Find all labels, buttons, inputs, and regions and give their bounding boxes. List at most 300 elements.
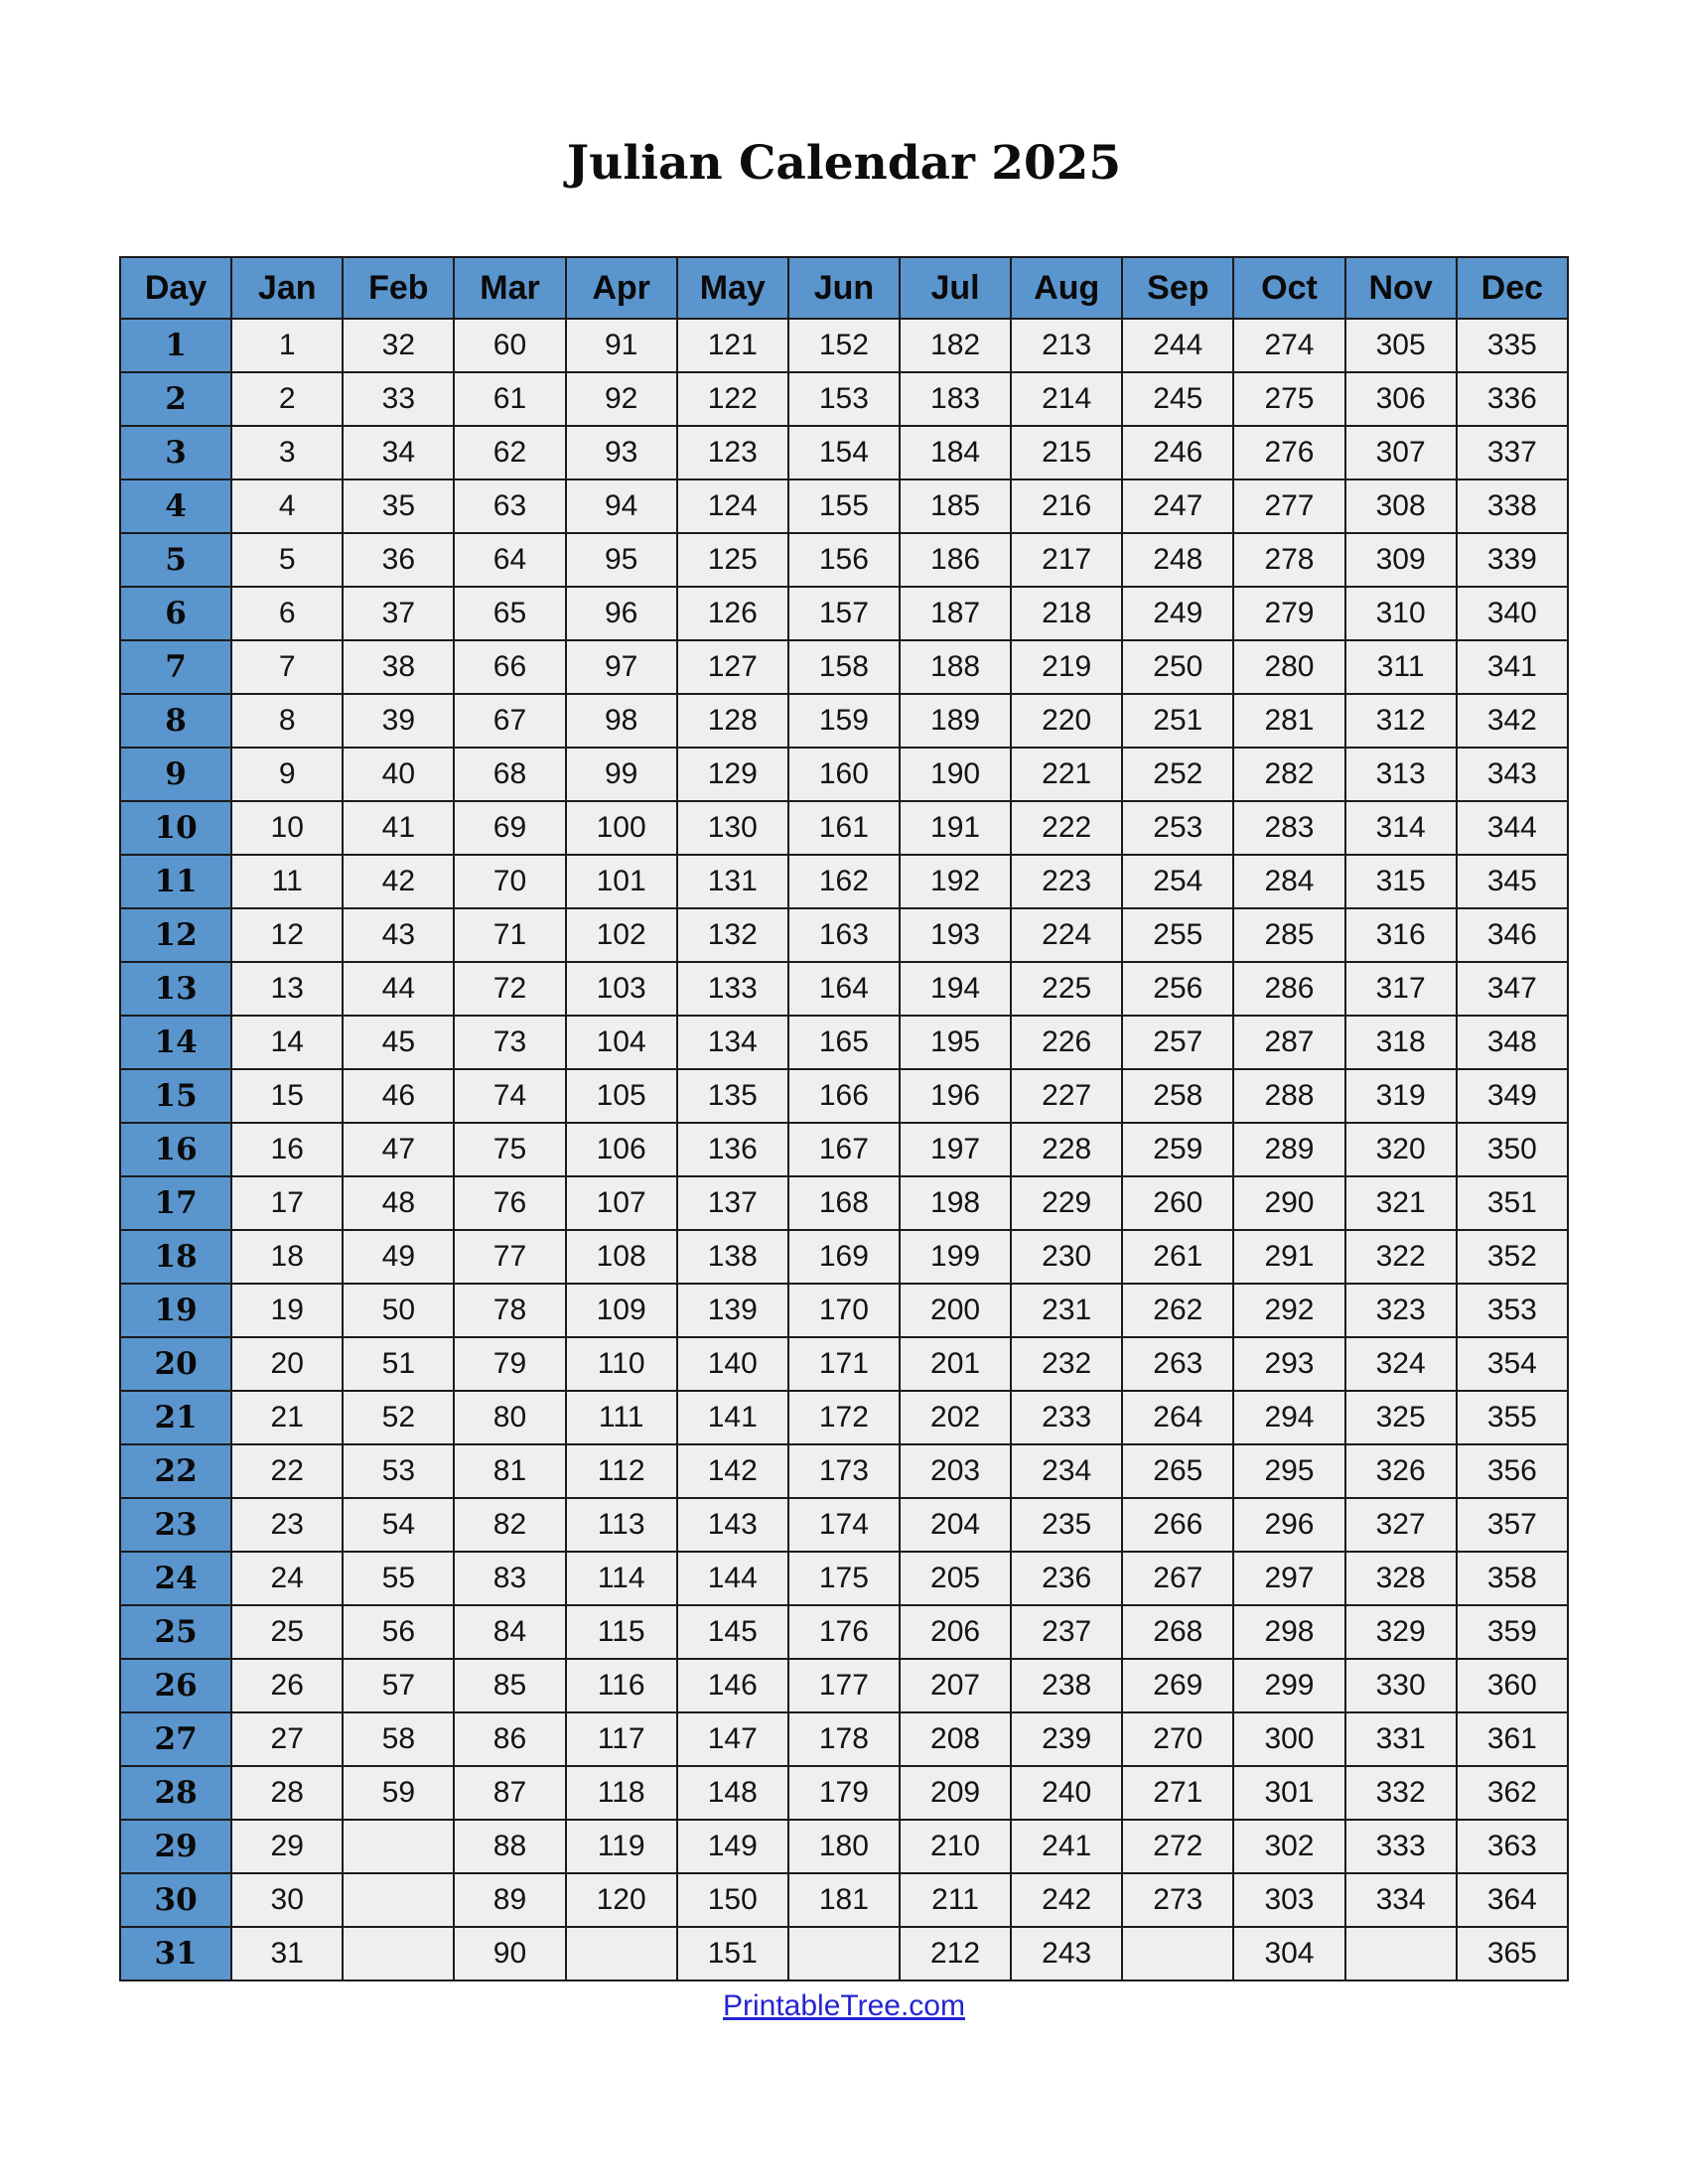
julian-day-cell	[343, 1873, 454, 1927]
column-header-aug: Aug	[1011, 257, 1122, 319]
julian-day-cell: 238	[1011, 1659, 1122, 1712]
julian-calendar-table	[119, 256, 1569, 1981]
julian-day-cell: 7	[231, 640, 343, 694]
julian-day-cell: 21	[231, 1391, 343, 1444]
julian-day-cell: 57	[343, 1659, 454, 1712]
julian-day-cell: 190	[900, 748, 1011, 801]
julian-day-cell: 182	[900, 319, 1011, 372]
day-cell: 5	[120, 533, 231, 587]
header-row	[120, 257, 1568, 319]
day-cell: 31	[120, 1927, 231, 1980]
table-row	[120, 748, 1568, 801]
julian-day-cell: 131	[677, 855, 788, 908]
julian-day-cell: 185	[900, 479, 1011, 533]
julian-day-cell: 181	[788, 1873, 900, 1927]
table-row	[120, 372, 1568, 426]
day-cell: 18	[120, 1230, 231, 1284]
julian-day-cell: 201	[900, 1337, 1011, 1391]
julian-day-cell: 70	[454, 855, 565, 908]
julian-day-cell: 15	[231, 1069, 343, 1123]
julian-day-cell: 88	[454, 1820, 565, 1873]
julian-day-cell: 361	[1457, 1712, 1568, 1766]
julian-day-cell: 358	[1457, 1552, 1568, 1605]
day-cell: 20	[120, 1337, 231, 1391]
julian-day-cell: 60	[454, 319, 565, 372]
julian-day-cell: 297	[1233, 1552, 1344, 1605]
day-cell: 29	[120, 1820, 231, 1873]
julian-day-cell: 305	[1345, 319, 1457, 372]
julian-day-cell: 122	[677, 372, 788, 426]
julian-day-cell: 22	[231, 1444, 343, 1498]
day-cell: 27	[120, 1712, 231, 1766]
julian-day-cell: 333	[1345, 1820, 1457, 1873]
julian-day-cell: 50	[343, 1284, 454, 1337]
table-row	[120, 1123, 1568, 1176]
julian-day-cell: 282	[1233, 748, 1344, 801]
table-row	[120, 962, 1568, 1016]
column-header-jul: Jul	[900, 257, 1011, 319]
julian-day-cell: 151	[677, 1927, 788, 1980]
julian-day-cell: 102	[566, 908, 677, 962]
julian-day-cell: 8	[231, 694, 343, 748]
julian-day-cell: 245	[1122, 372, 1233, 426]
julian-day-cell: 231	[1011, 1284, 1122, 1337]
table-row	[120, 1552, 1568, 1605]
julian-day-cell: 257	[1122, 1016, 1233, 1069]
julian-day-cell	[343, 1820, 454, 1873]
julian-day-cell: 27	[231, 1712, 343, 1766]
julian-day-cell: 226	[1011, 1016, 1122, 1069]
julian-day-cell: 359	[1457, 1605, 1568, 1659]
julian-day-cell: 148	[677, 1766, 788, 1820]
julian-day-cell: 219	[1011, 640, 1122, 694]
julian-day-cell: 141	[677, 1391, 788, 1444]
column-header-jan: Jan	[231, 257, 343, 319]
julian-day-cell: 237	[1011, 1605, 1122, 1659]
julian-day-cell: 300	[1233, 1712, 1344, 1766]
julian-day-cell: 262	[1122, 1284, 1233, 1337]
julian-day-cell: 263	[1122, 1337, 1233, 1391]
julian-day-cell: 18	[231, 1230, 343, 1284]
julian-day-cell: 38	[343, 640, 454, 694]
julian-day-cell: 183	[900, 372, 1011, 426]
julian-day-cell: 94	[566, 479, 677, 533]
julian-day-cell: 112	[566, 1444, 677, 1498]
julian-day-cell: 294	[1233, 1391, 1344, 1444]
julian-day-cell: 344	[1457, 801, 1568, 855]
julian-day-cell: 82	[454, 1498, 565, 1552]
julian-day-cell: 244	[1122, 319, 1233, 372]
julian-day-cell: 295	[1233, 1444, 1344, 1498]
julian-day-cell: 49	[343, 1230, 454, 1284]
julian-day-cell: 215	[1011, 426, 1122, 479]
julian-day-cell: 194	[900, 962, 1011, 1016]
julian-day-cell: 126	[677, 587, 788, 640]
julian-day-cell: 4	[231, 479, 343, 533]
table-row	[120, 1927, 1568, 1980]
julian-day-cell: 133	[677, 962, 788, 1016]
table-row	[120, 1659, 1568, 1712]
julian-day-cell: 320	[1345, 1123, 1457, 1176]
julian-day-cell: 47	[343, 1123, 454, 1176]
julian-day-cell: 355	[1457, 1391, 1568, 1444]
julian-day-cell: 23	[231, 1498, 343, 1552]
julian-day-cell: 187	[900, 587, 1011, 640]
julian-day-cell: 159	[788, 694, 900, 748]
julian-day-cell: 319	[1345, 1069, 1457, 1123]
julian-day-cell: 216	[1011, 479, 1122, 533]
julian-day-cell: 135	[677, 1069, 788, 1123]
julian-day-cell: 308	[1345, 479, 1457, 533]
julian-day-cell: 177	[788, 1659, 900, 1712]
julian-day-cell: 61	[454, 372, 565, 426]
julian-day-cell: 158	[788, 640, 900, 694]
footer	[0, 1989, 1688, 2023]
julian-day-cell: 166	[788, 1069, 900, 1123]
julian-day-cell: 164	[788, 962, 900, 1016]
julian-day-cell: 252	[1122, 748, 1233, 801]
table-row	[120, 640, 1568, 694]
julian-day-cell: 24	[231, 1552, 343, 1605]
julian-day-cell: 348	[1457, 1016, 1568, 1069]
julian-day-cell: 46	[343, 1069, 454, 1123]
table-row	[120, 801, 1568, 855]
julian-day-cell: 37	[343, 587, 454, 640]
julian-day-cell: 42	[343, 855, 454, 908]
table-row	[120, 1176, 1568, 1230]
julian-day-cell: 99	[566, 748, 677, 801]
julian-day-cell: 16	[231, 1123, 343, 1176]
table-row	[120, 694, 1568, 748]
julian-day-cell: 272	[1122, 1820, 1233, 1873]
day-cell: 10	[120, 801, 231, 855]
julian-day-cell: 170	[788, 1284, 900, 1337]
julian-day-cell: 328	[1345, 1552, 1457, 1605]
julian-day-cell: 105	[566, 1069, 677, 1123]
julian-day-cell: 269	[1122, 1659, 1233, 1712]
julian-day-cell: 11	[231, 855, 343, 908]
julian-day-cell: 283	[1233, 801, 1344, 855]
julian-day-cell: 230	[1011, 1230, 1122, 1284]
julian-day-cell: 84	[454, 1605, 565, 1659]
julian-day-cell: 86	[454, 1712, 565, 1766]
julian-day-cell: 54	[343, 1498, 454, 1552]
julian-day-cell: 107	[566, 1176, 677, 1230]
julian-day-cell: 278	[1233, 533, 1344, 587]
julian-day-cell: 298	[1233, 1605, 1344, 1659]
julian-day-cell: 250	[1122, 640, 1233, 694]
julian-day-cell: 326	[1345, 1444, 1457, 1498]
julian-day-cell: 109	[566, 1284, 677, 1337]
julian-day-cell	[788, 1927, 900, 1980]
column-header-may: May	[677, 257, 788, 319]
julian-day-cell: 345	[1457, 855, 1568, 908]
julian-day-cell: 323	[1345, 1284, 1457, 1337]
julian-day-cell: 143	[677, 1498, 788, 1552]
table-row	[120, 1069, 1568, 1123]
julian-day-cell: 125	[677, 533, 788, 587]
julian-day-cell: 347	[1457, 962, 1568, 1016]
julian-day-cell: 77	[454, 1230, 565, 1284]
julian-day-cell	[343, 1927, 454, 1980]
julian-day-cell: 357	[1457, 1498, 1568, 1552]
julian-day-cell: 172	[788, 1391, 900, 1444]
julian-day-cell: 103	[566, 962, 677, 1016]
julian-day-cell: 76	[454, 1176, 565, 1230]
julian-day-cell: 313	[1345, 748, 1457, 801]
julian-day-cell: 33	[343, 372, 454, 426]
julian-day-cell: 14	[231, 1016, 343, 1069]
julian-day-cell: 179	[788, 1766, 900, 1820]
julian-day-cell: 211	[900, 1873, 1011, 1927]
table-row	[120, 1016, 1568, 1069]
column-header-day: Day	[120, 257, 231, 319]
julian-day-cell: 79	[454, 1337, 565, 1391]
table-row	[120, 1391, 1568, 1444]
julian-day-cell: 280	[1233, 640, 1344, 694]
julian-day-cell: 35	[343, 479, 454, 533]
julian-day-cell: 274	[1233, 319, 1344, 372]
julian-day-cell: 168	[788, 1176, 900, 1230]
julian-day-cell: 191	[900, 801, 1011, 855]
julian-day-cell: 303	[1233, 1873, 1344, 1927]
julian-day-cell: 243	[1011, 1927, 1122, 1980]
julian-day-cell: 225	[1011, 962, 1122, 1016]
day-cell: 13	[120, 962, 231, 1016]
julian-day-cell: 36	[343, 533, 454, 587]
julian-day-cell: 365	[1457, 1927, 1568, 1980]
day-cell: 6	[120, 587, 231, 640]
day-cell: 17	[120, 1176, 231, 1230]
julian-day-cell: 258	[1122, 1069, 1233, 1123]
julian-day-cell: 223	[1011, 855, 1122, 908]
julian-day-cell: 325	[1345, 1391, 1457, 1444]
julian-day-cell: 228	[1011, 1123, 1122, 1176]
day-cell: 1	[120, 319, 231, 372]
julian-day-cell: 217	[1011, 533, 1122, 587]
julian-day-cell: 363	[1457, 1820, 1568, 1873]
julian-day-cell: 330	[1345, 1659, 1457, 1712]
julian-day-cell: 29	[231, 1820, 343, 1873]
julian-day-cell: 95	[566, 533, 677, 587]
julian-day-cell: 68	[454, 748, 565, 801]
julian-day-cell: 266	[1122, 1498, 1233, 1552]
julian-day-cell: 43	[343, 908, 454, 962]
julian-day-cell: 119	[566, 1820, 677, 1873]
julian-day-cell: 146	[677, 1659, 788, 1712]
julian-day-cell: 92	[566, 372, 677, 426]
day-cell: 26	[120, 1659, 231, 1712]
day-cell: 30	[120, 1873, 231, 1927]
julian-day-cell: 265	[1122, 1444, 1233, 1498]
julian-day-cell: 232	[1011, 1337, 1122, 1391]
julian-day-cell: 275	[1233, 372, 1344, 426]
julian-day-cell: 212	[900, 1927, 1011, 1980]
day-cell: 12	[120, 908, 231, 962]
julian-day-cell: 28	[231, 1766, 343, 1820]
julian-day-cell: 350	[1457, 1123, 1568, 1176]
julian-day-cell: 127	[677, 640, 788, 694]
julian-day-cell: 72	[454, 962, 565, 1016]
julian-day-cell: 173	[788, 1444, 900, 1498]
julian-day-cell: 134	[677, 1016, 788, 1069]
julian-day-cell: 147	[677, 1712, 788, 1766]
julian-day-cell: 67	[454, 694, 565, 748]
julian-day-cell: 85	[454, 1659, 565, 1712]
julian-day-cell: 312	[1345, 694, 1457, 748]
column-header-oct: Oct	[1233, 257, 1344, 319]
julian-day-cell: 136	[677, 1123, 788, 1176]
julian-day-cell: 139	[677, 1284, 788, 1337]
julian-day-cell: 198	[900, 1176, 1011, 1230]
julian-day-cell: 78	[454, 1284, 565, 1337]
julian-day-cell: 91	[566, 319, 677, 372]
julian-day-cell: 114	[566, 1552, 677, 1605]
julian-day-cell: 100	[566, 801, 677, 855]
julian-day-cell: 6	[231, 587, 343, 640]
julian-day-cell: 184	[900, 426, 1011, 479]
julian-day-cell: 83	[454, 1552, 565, 1605]
julian-day-cell: 63	[454, 479, 565, 533]
column-header-dec: Dec	[1457, 257, 1568, 319]
printabletree-link[interactable]: PrintableTree.com	[723, 1989, 965, 2023]
julian-day-cell: 174	[788, 1498, 900, 1552]
julian-day-cell: 87	[454, 1766, 565, 1820]
day-cell: 25	[120, 1605, 231, 1659]
julian-day-cell: 117	[566, 1712, 677, 1766]
day-cell: 19	[120, 1284, 231, 1337]
julian-day-cell: 193	[900, 908, 1011, 962]
table-row	[120, 319, 1568, 372]
table-body	[120, 319, 1568, 1980]
day-cell: 7	[120, 640, 231, 694]
day-cell: 3	[120, 426, 231, 479]
julian-day-cell: 213	[1011, 319, 1122, 372]
julian-day-cell: 285	[1233, 908, 1344, 962]
julian-day-cell: 1	[231, 319, 343, 372]
julian-day-cell: 93	[566, 426, 677, 479]
day-cell: 22	[120, 1444, 231, 1498]
julian-day-cell: 210	[900, 1820, 1011, 1873]
julian-day-cell: 261	[1122, 1230, 1233, 1284]
julian-day-cell: 89	[454, 1873, 565, 1927]
julian-day-cell: 299	[1233, 1659, 1344, 1712]
julian-day-cell: 64	[454, 533, 565, 587]
julian-day-cell: 156	[788, 533, 900, 587]
julian-day-cell: 51	[343, 1337, 454, 1391]
julian-day-cell: 155	[788, 479, 900, 533]
julian-day-cell: 233	[1011, 1391, 1122, 1444]
julian-day-cell: 338	[1457, 479, 1568, 533]
day-cell: 21	[120, 1391, 231, 1444]
column-header-jun: Jun	[788, 257, 900, 319]
julian-day-cell: 45	[343, 1016, 454, 1069]
julian-day-cell: 115	[566, 1605, 677, 1659]
column-header-sep: Sep	[1122, 257, 1233, 319]
julian-day-cell: 340	[1457, 587, 1568, 640]
julian-day-cell: 26	[231, 1659, 343, 1712]
julian-day-cell: 255	[1122, 908, 1233, 962]
julian-day-cell: 189	[900, 694, 1011, 748]
julian-day-cell: 32	[343, 319, 454, 372]
julian-day-cell: 311	[1345, 640, 1457, 694]
julian-day-cell: 222	[1011, 801, 1122, 855]
julian-day-cell: 253	[1122, 801, 1233, 855]
julian-day-cell: 175	[788, 1552, 900, 1605]
julian-day-cell: 113	[566, 1498, 677, 1552]
day-cell: 16	[120, 1123, 231, 1176]
julian-day-cell: 9	[231, 748, 343, 801]
julian-day-cell: 209	[900, 1766, 1011, 1820]
julian-day-cell: 80	[454, 1391, 565, 1444]
julian-day-cell: 356	[1457, 1444, 1568, 1498]
julian-day-cell: 163	[788, 908, 900, 962]
julian-day-cell: 58	[343, 1712, 454, 1766]
julian-day-cell: 315	[1345, 855, 1457, 908]
julian-day-cell: 66	[454, 640, 565, 694]
day-cell: 9	[120, 748, 231, 801]
julian-day-cell: 293	[1233, 1337, 1344, 1391]
julian-day-cell: 224	[1011, 908, 1122, 962]
julian-day-cell: 336	[1457, 372, 1568, 426]
julian-day-cell: 322	[1345, 1230, 1457, 1284]
julian-day-cell: 39	[343, 694, 454, 748]
julian-day-cell: 13	[231, 962, 343, 1016]
julian-day-cell: 310	[1345, 587, 1457, 640]
julian-day-cell: 304	[1233, 1927, 1344, 1980]
julian-day-cell: 120	[566, 1873, 677, 1927]
table-row	[120, 1712, 1568, 1766]
julian-day-cell: 140	[677, 1337, 788, 1391]
julian-day-cell: 81	[454, 1444, 565, 1498]
julian-day-cell: 20	[231, 1337, 343, 1391]
julian-day-cell: 331	[1345, 1712, 1457, 1766]
julian-day-cell: 241	[1011, 1820, 1122, 1873]
julian-day-cell: 40	[343, 748, 454, 801]
column-header-feb: Feb	[343, 257, 454, 319]
julian-day-cell: 53	[343, 1444, 454, 1498]
julian-day-cell: 157	[788, 587, 900, 640]
julian-day-cell: 203	[900, 1444, 1011, 1498]
julian-day-cell: 341	[1457, 640, 1568, 694]
julian-day-cell: 196	[900, 1069, 1011, 1123]
julian-day-cell: 342	[1457, 694, 1568, 748]
julian-day-cell: 337	[1457, 426, 1568, 479]
julian-day-cell: 25	[231, 1605, 343, 1659]
julian-day-cell: 335	[1457, 319, 1568, 372]
day-cell: 23	[120, 1498, 231, 1552]
julian-day-cell: 2	[231, 372, 343, 426]
julian-day-cell: 30	[231, 1873, 343, 1927]
julian-day-cell: 167	[788, 1123, 900, 1176]
julian-day-cell: 271	[1122, 1766, 1233, 1820]
julian-day-cell: 339	[1457, 533, 1568, 587]
julian-day-cell: 150	[677, 1873, 788, 1927]
julian-day-cell: 318	[1345, 1016, 1457, 1069]
julian-day-cell: 260	[1122, 1176, 1233, 1230]
julian-day-cell: 3	[231, 426, 343, 479]
julian-day-cell: 12	[231, 908, 343, 962]
julian-day-cell: 314	[1345, 801, 1457, 855]
julian-day-cell: 59	[343, 1766, 454, 1820]
day-cell: 2	[120, 372, 231, 426]
julian-day-cell: 352	[1457, 1230, 1568, 1284]
julian-day-cell: 153	[788, 372, 900, 426]
julian-day-cell: 206	[900, 1605, 1011, 1659]
julian-day-cell: 218	[1011, 587, 1122, 640]
julian-day-cell: 268	[1122, 1605, 1233, 1659]
table-row	[120, 1337, 1568, 1391]
